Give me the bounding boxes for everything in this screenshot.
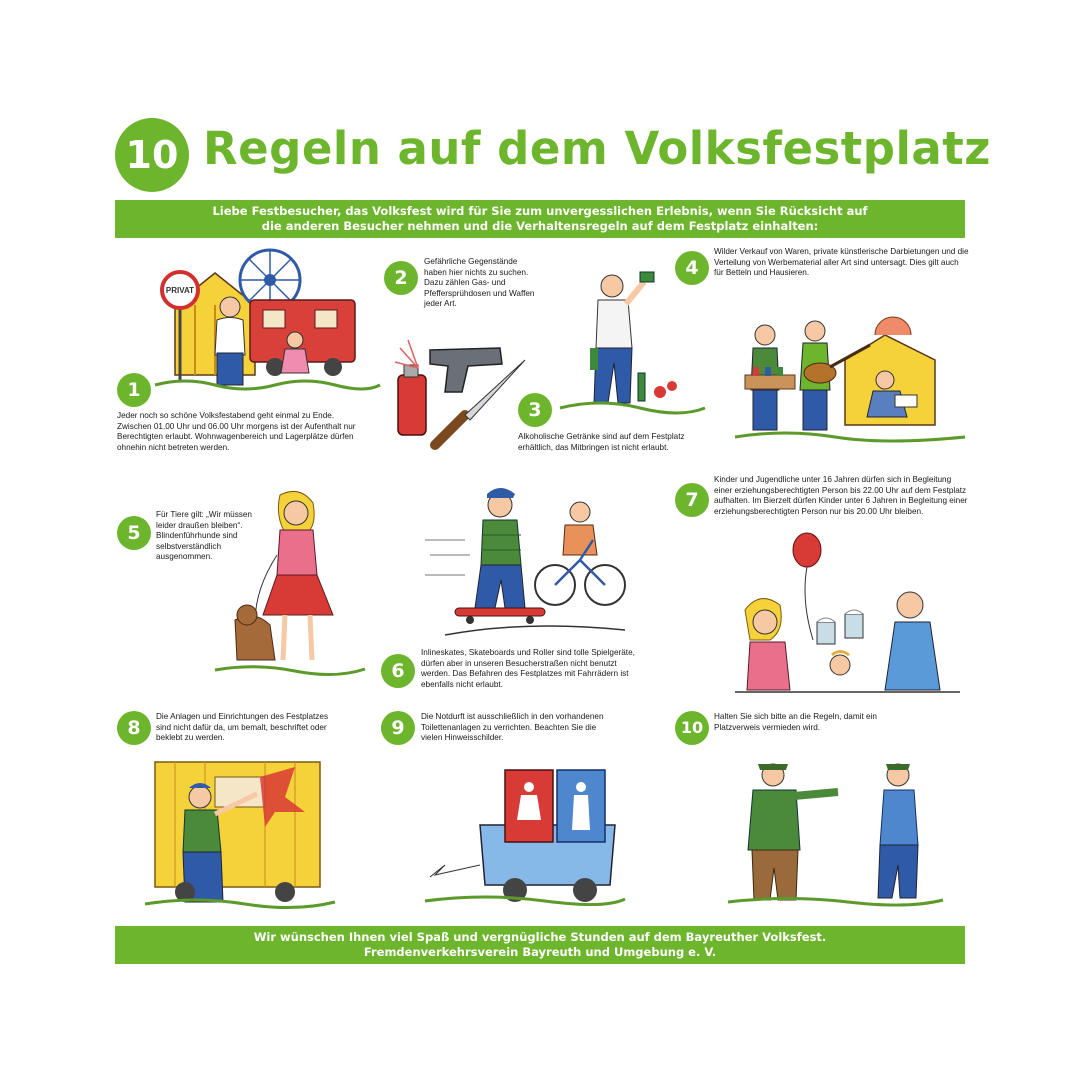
rule-5-number-badge: 5 [117, 516, 151, 550]
rule-7-illustration [735, 530, 960, 700]
rule-4-number-badge: 4 [675, 251, 709, 285]
intro-line-1: Liebe Festbesucher, das Volksfest wird für Sie zum unvergesslichen Erlebnis, wenn Sie Rücksicht auf [212, 204, 868, 218]
rule-7-text: Kinder und Jugendliche unter 16 Jahren dürfen sich in Begleitung einer erziehungsberechtigten Person bis 22.00 Uhr auf dem Festplatz aufhalten. Im Bierzelt dürfen Kinder unter 6 Jahren in Begleitung einer erziehungsberechtigten Person nur bis 20.00 Uhr bleiben. [714, 475, 968, 516]
rule-9-number-badge: 9 [381, 711, 415, 745]
rule-3-text: Alkoholische Getränke sind auf dem Festplatz erhältlich, das Mitbringen ist nicht erlaubt. [518, 432, 685, 452]
rule-1-number-badge: 1 [117, 373, 151, 407]
rule-1-illustration [155, 245, 380, 395]
closing-banner [115, 926, 965, 964]
rule-8-number-badge: 8 [117, 711, 151, 745]
rule-1-text: Jeder noch so schöne Volksfestabend geht einmal zu Ende. Zwischen 01.00 Uhr und 06.00 Uhr morgens ist der Aufenthalt nur Berechtigten erlaubt. Wohnwagenbereich und Lagerplätze dürfen ohnehin nicht betreten werden. [117, 411, 356, 452]
rule-10-illustration [728, 750, 943, 910]
rule-4-illustration [735, 305, 965, 445]
rule-9-illustration [425, 765, 625, 905]
privat-sign-text: PRIVAT [165, 286, 195, 295]
rule-8-text: Die Anlagen und Einrichtungen des Festplatzes sind nicht dafür da, um bemalt, beschriftet oder beklebt zu werden. [156, 712, 329, 743]
closing-line-2: Fremdenverkehrsverein Bayreuth und Umgebung e. V. [363, 945, 717, 959]
rule-7-number-badge: 7 [675, 483, 709, 517]
rule-9-text: Die Notdurft ist ausschließlich in den vorhandenen Toilettenanlagen zu verrichten. Beachten Sie die vielen Hinweisschilder. [421, 712, 604, 743]
rule-2-text: Gefährliche Gegenstände haben hier nichts zu suchen. Dazu zählen Gas- und Pfeffersprühdosen und Waffen jeder Art. [424, 257, 535, 309]
page-title: Regeln auf dem Volksfestplatz [203, 122, 991, 175]
rule-2-illustration [390, 320, 535, 455]
rule-3-illustration [560, 268, 705, 418]
rule-5-illustration [215, 485, 365, 680]
rule-5-text: Für Tiere gilt: „Wir müssen leider draußen bleiben“. Blindenführhunde sind selbstverständlich ausgenommen. [156, 510, 252, 562]
rule-8-illustration [145, 752, 335, 912]
intro-line-2: die anderen Besucher nehmen und die Verhaltensregeln auf dem Festplatz einhalten: [261, 219, 819, 233]
closing-line-1: Wir wünschen Ihnen viel Spaß und vergnügliche Stunden auf dem Bayreuther Volksfest. [253, 930, 827, 944]
rule-6-text: Inlineskates, Skateboards und Roller sind tolle Spielgeräte, dürfen aber in unseren Besucherstraßen nicht benutzt werden. Das Befahren des Festplatzes mit Fahrrädern ist ebenfalls nicht erlaubt. [421, 648, 635, 689]
rule-6-number-badge: 6 [381, 654, 415, 688]
rule-3-number-badge: 3 [518, 393, 552, 427]
page-header [115, 118, 991, 193]
rule-2-number-badge: 2 [384, 261, 418, 295]
rule-6-illustration [425, 480, 625, 645]
title-number-badge: 10 [115, 118, 189, 192]
intro-banner [115, 200, 965, 238]
rule-10-number-badge: 10 [675, 711, 709, 745]
rule-4-text: Wilder Verkauf von Waren, private künstlerische Darbietungen und die Verteilung von Werbematerial aller Art sind untersagt. Dies gilt auch für Betteln und Hausieren. [714, 247, 969, 278]
rule-10-text: Halten Sie sich bitte an die Regeln, damit ein Platzverweis vermieden wird. [714, 712, 877, 732]
